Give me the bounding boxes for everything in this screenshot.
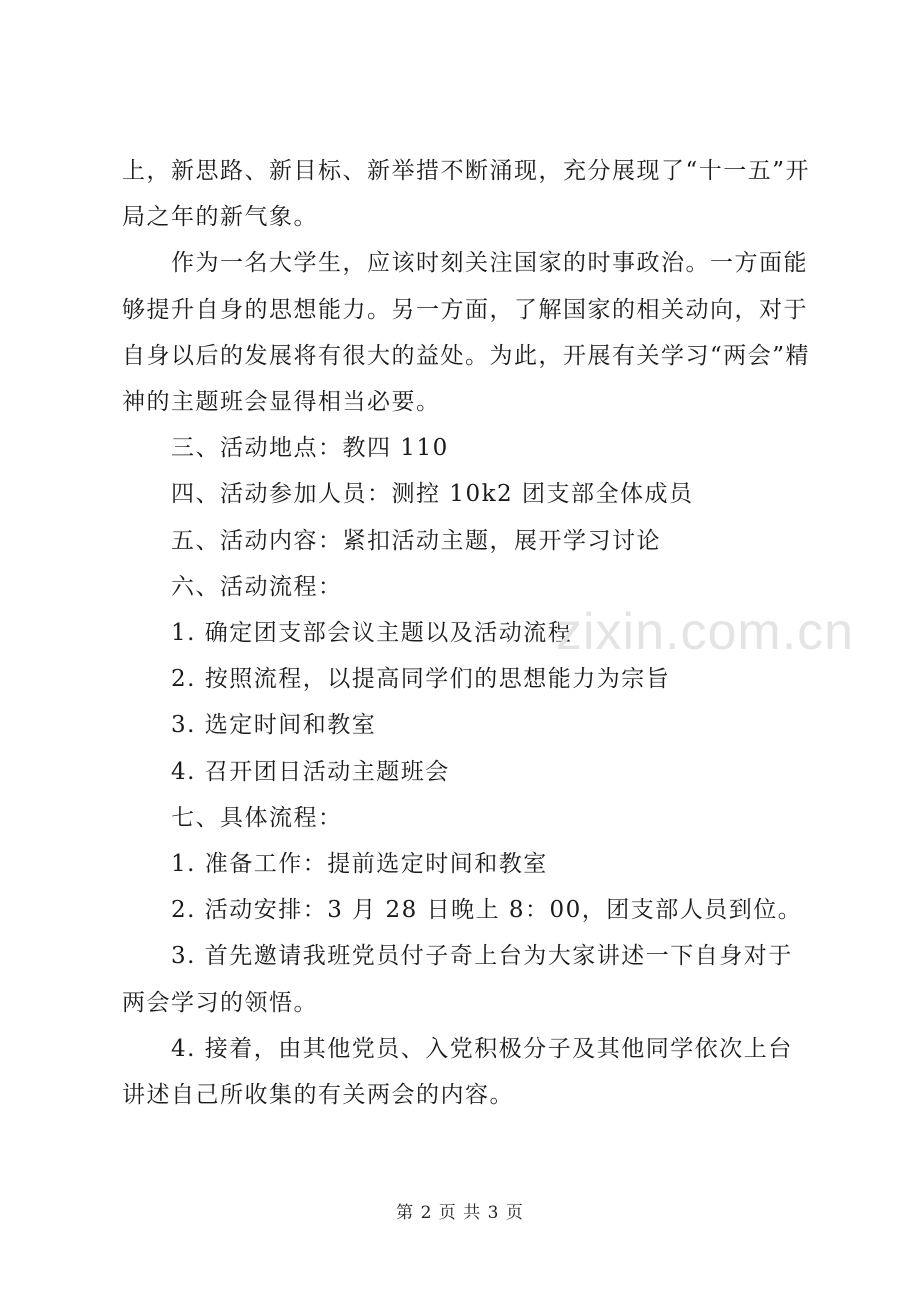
paragraph-continuation: 上，新思路、新目标、新举措不断涌现，充分展现了“十一五”开局之年的新气象。 [122, 158, 811, 231]
section-content: 五、活动内容：紧扣活动主题，展开学习讨论 [171, 527, 661, 554]
process-item-1: 1. 确定团支部会议主题以及活动流程 [171, 620, 573, 647]
detail-item-4: 4. 接着，由其他党员、入党积极分子及其他同学依次上台讲述自己所收集的有关两会的内容。 [122, 1035, 793, 1109]
section-location: 三、活动地点：教四 110 [171, 435, 449, 462]
section-process-heading: 六、活动流程： [171, 573, 343, 600]
section-detailed-process-heading: 七、具体流程： [171, 804, 343, 831]
process-item-3: 3. 选定时间和教室 [171, 712, 377, 739]
watermark: zixin.com.cn [556, 603, 855, 661]
detail-item-3: 3. 首先邀请我班党员付子奇上台为大家讲述一下自身对于两会学习的领悟。 [122, 943, 793, 1016]
process-item-2: 2. 按照流程，以提高同学们的思想能力为宗旨 [171, 666, 671, 693]
detail-item-1: 1. 准备工作：提前选定时间和教室 [171, 851, 548, 878]
detail-item-2: 2. 活动安排：3 月 28 日晚上 8：00，团支部人员到位。 [171, 897, 803, 924]
process-item-4: 4. 召开团日活动主题班会 [171, 758, 450, 785]
page-number-footer: 第 2 页 共 3 页 [396, 1203, 524, 1223]
section-participants: 四、活动参加人员：测控 10k2 团支部全体成员 [171, 481, 694, 508]
paragraph-introduction: 作为一名大学生，应该时刻关注国家的时事政治。一方面能够提升自身的思想能力。另一方面，了解国家的相关动向，对于自身以后的发展将有很大的益处。为此，开展有关学习“两会”精神的主题班会显得相当必要。 [122, 250, 811, 416]
